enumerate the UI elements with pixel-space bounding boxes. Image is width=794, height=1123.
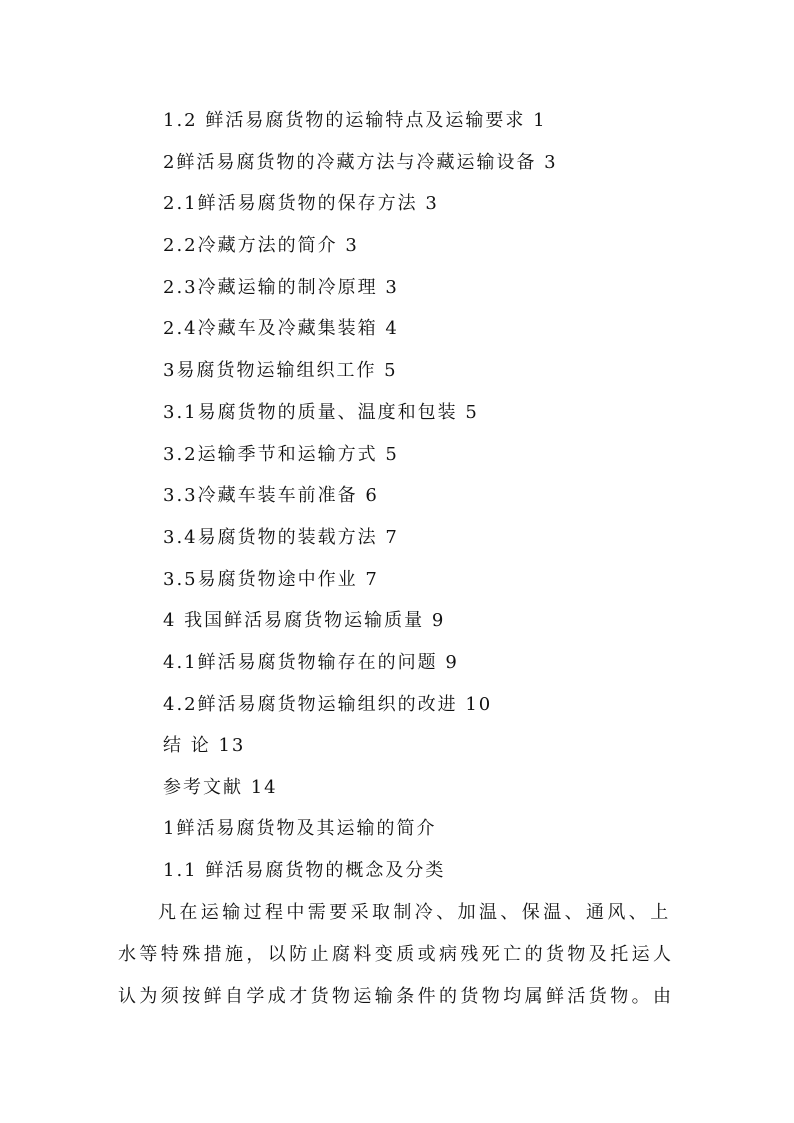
toc-entry: 4.1鲜活易腐货物输存在的问题 9 xyxy=(163,651,459,673)
toc-entry: 2.3冷藏运输的制冷原理 3 xyxy=(163,276,399,298)
toc-entry: 2.2冷藏方法的简介 3 xyxy=(163,235,359,257)
toc-entry: 4 我国鲜活易腐货物运输质量 9 xyxy=(163,610,446,632)
toc-entry: 结 论 13 xyxy=(163,735,246,757)
toc-entry: 2鲜活易腐货物的冷藏方法与冷藏运输设备 3 xyxy=(163,151,558,173)
toc-entry: 3.3冷藏车装车前准备 6 xyxy=(163,485,379,507)
toc-entry: 3易腐货物运输组织工作 5 xyxy=(163,360,398,382)
paragraph-line: 认为须按鲜自学成才货物运输条件的货物均属鲜活货物。由 xyxy=(118,986,675,1007)
paragraph-line: 凡在运输过程中需要采取制冷、加温、保温、通风、上 xyxy=(158,902,672,923)
toc-entry: 参考文献 14 xyxy=(163,777,278,798)
toc-entry: 3.1易腐货物的质量、温度和包装 5 xyxy=(163,401,479,423)
toc-entry: 2.1鲜活易腐货物的保存方法 3 xyxy=(163,193,439,215)
toc-entry: 3.2运输季节和运输方式 5 xyxy=(163,443,399,465)
section-heading: 1鲜活易腐货物及其运输的简介 xyxy=(163,818,437,839)
toc-entry: 2.4冷藏车及冷藏集装箱 4 xyxy=(163,318,399,340)
paragraph-line: 水等特殊措施，以防止腐料变质或病残死亡的货物及托运人 xyxy=(118,944,675,965)
body-paragraph xyxy=(118,892,678,1018)
toc-entry: 4.2鲜活易腐货物运输组织的改进 10 xyxy=(163,693,493,715)
toc-entry: 3.5易腐货物途中作业 7 xyxy=(163,568,379,590)
toc-entry: 1.2 鲜活易腐货物的运输特点及运输要求 1 xyxy=(163,110,547,131)
toc-entry: 3.4易腐货物的装载方法 7 xyxy=(163,526,399,548)
subsection-heading: 1.1 鲜活易腐货物的概念及分类 xyxy=(163,860,446,881)
table-of-contents xyxy=(163,100,558,809)
